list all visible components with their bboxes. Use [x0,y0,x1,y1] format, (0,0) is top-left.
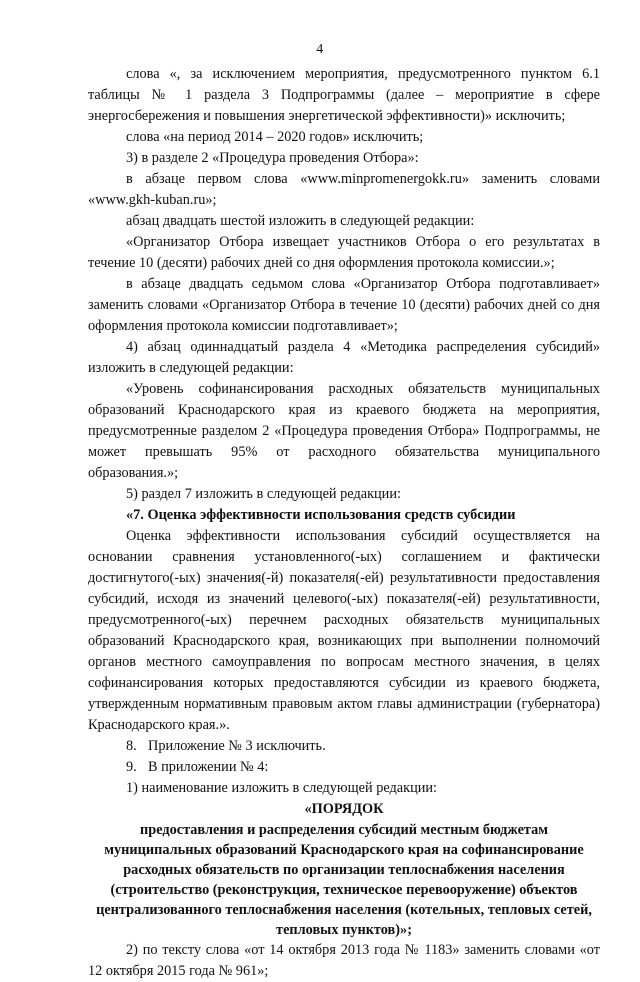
paragraph: 4) абзац одиннадцатый раздела 4 «Методика распределения субсидий» изложить в следующей редакции: [88,339,600,376]
paragraph: Оценка эффективности использования субсидий осуществляется на основании сравнения установленного(-ых) соглашением и фактически достигнутого(-ых) значения(-й) показателя(-ей) результативности предоставления субсидий, исходя из значений целевого(-ых) показателя(-ей) результативности, предусмотренного(-ых) перечнем расходных обязательств муниципальных образований Краснодарского края, возникающих при выполнении полномочий органов местного самоуправления по вопросам местного значения, в целях софинансирования которых предоставляются субсидии из краевого бюджета, утвержденным нормативным правовым актом главы администрации (губернатора) Краснодарского края.». [88,528,600,733]
list-item-text: Приложение № 3 исключить. [148,738,326,754]
paragraph: 3) в разделе 2 «Процедура проведения Отбора»: [126,150,419,166]
paragraph: 2) по тексту слова «от 14 октября 2013 года № 1183» заменить словами «от 12 октября 2015 года № 961»; [88,942,600,979]
paragraph: слова «, за исключением мероприятия, предусмотренного пунктом 6.1 таблицы № 1 раздела 3 Подпрограммы (далее – мероприятие в сфере энергосбережения и повышения энергетической эффективности)» исключить; [88,66,600,124]
page-number: 4 [316,42,324,57]
paragraph: в абзаце двадцать седьмом слова «Организатор Отбора подготавливает» заменить словами «Организатор Отбора в течение 10 (десяти) рабочих дней со дня оформления протокола комиссии подготавливает»; [88,276,600,334]
list-item [88,757,600,778]
list-item [88,736,600,757]
document-body [88,64,600,982]
list-number: 8. [126,738,137,754]
order-subtitle: предоставления и распределения субсидий местным бюджетам муниципальных образований Краснодарского края на софинансирование расходных обязательств по организации теплоснабжения населения (строительство (реконструкция, техническое перевооружение) объектов централизованного теплоснабжения населения (котельных, тепловых сетей, тепловых пунктов)»; [96,822,592,938]
paragraph: слова «на период 2014 – 2020 годов» исключить; [126,129,424,145]
paragraph: 5) раздел 7 изложить в следующей редакции: [126,486,401,502]
paragraph: «Организатор Отбора извещает участников Отбора о его результатах в течение 10 (десяти) рабочих дней со дня оформления протокола комиссии.»; [88,234,600,271]
paragraph: 1) наименование изложить в следующей редакции: [126,780,437,796]
paragraph: абзац двадцать шестой изложить в следующей редакции: [126,213,475,229]
list-number: 9. [126,759,137,775]
order-title: «ПОРЯДОК [304,801,384,817]
section-heading: «7. Оценка эффективности использования средств субсидии [126,507,516,523]
list-item-text: В приложении № 4: [148,759,269,775]
paragraph: «Уровень софинансирования расходных обязательств муниципальных образований Краснодарского края из краевого бюджета на мероприятия, предусмотренные разделом 2 «Процедура проведения Отбора» Подпрограммы, не может превышать 95% от расходного обязательства муниципального образования.»; [88,381,600,481]
paragraph: в абзаце первом слова «www.minpromenergokk.ru» заменить словами «www.gkh-kuban.ru»; [88,171,600,208]
